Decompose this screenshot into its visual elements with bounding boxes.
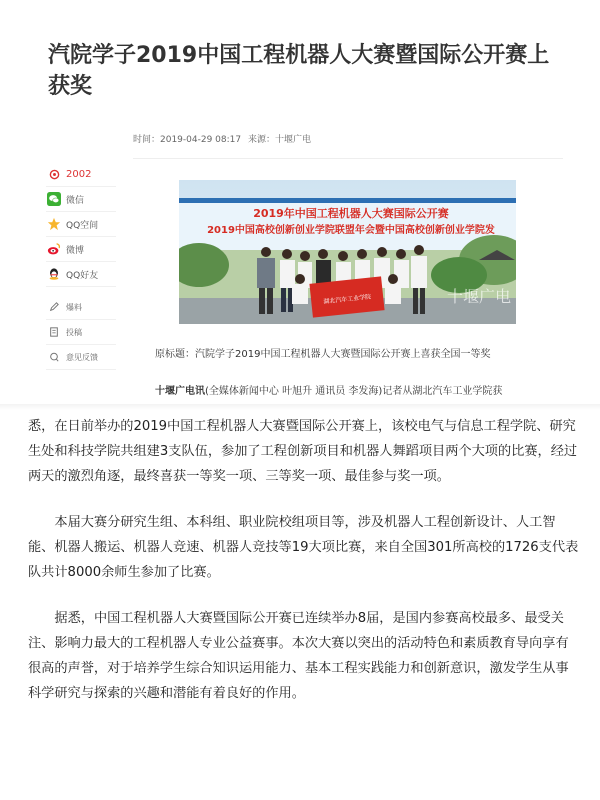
eye-icon — [46, 166, 62, 182]
page-title: 汽院学子2019中国工程机器人大赛暨国际公开赛上获奖 — [48, 43, 550, 99]
photo-watermark: 十堰广电 — [447, 287, 512, 306]
share-qq[interactable]: QQ好友 — [46, 262, 116, 287]
paragraph-3: 据悉，中国工程机器人大赛暨国际公开赛已连续举办8届，是国内参赛高校最多、最受关注、影响力最大的工程机器人专业公益赛事。本次大赛以突出的活动特色和素质教育导向享有很高的声誉，对于培养学生综合知识运用能力、基本工程实践能力和创新意识，激发学生从事科学研究与探索的兴趣和潜能有着良好的作用。 — [28, 611, 569, 701]
feedback-link[interactable]: 意见反馈 — [46, 345, 116, 370]
qzone-icon — [46, 216, 62, 232]
tip-off-link[interactable]: 爆料 — [46, 295, 116, 320]
paragraph-1: 悉，在日前举办的2019中国工程机器人大赛暨国际公开赛上，该校电气与信息工程学院、研究生处和科技学院共组建3支队伍，参加了工程创新项目和机器人舞蹈项目两个大项的比赛，经过两天的激烈角逐，最终喜获一等奖一项、三等奖一项、最佳参与奖一项。 — [28, 419, 578, 484]
article-photo — [179, 180, 516, 324]
wechat-icon — [46, 191, 62, 207]
share-qzone[interactable]: QQ空间 — [46, 212, 116, 237]
share-wechat[interactable]: 微信 — [46, 187, 116, 212]
qq-icon — [46, 266, 62, 282]
section-divider — [0, 404, 600, 410]
paragraph-2: 本届大赛分研究生组、本科组、职业院校组项目等，涉及机器人工程创新设计、人工智能、机器人搬运、机器人竞速、机器人竞技等19大项比赛，来自全国301所高校的1726支代表队共计8000余师生参加了比赛。 — [28, 515, 579, 580]
outlet-name: 十堰广电讯 — [155, 386, 205, 397]
document-icon — [46, 324, 62, 340]
share-sidebar — [46, 162, 116, 370]
view-count: 2002 — [46, 162, 116, 187]
weibo-icon — [46, 241, 62, 257]
photo-caption: 原标题：汽院学子2019中国工程机器人大赛暨国际公开赛上喜获全国一等奖 — [155, 349, 491, 360]
publish-time: 时间：2019-04-29 08:17 — [133, 135, 242, 145]
source-label: 来源：十堰广电 — [247, 135, 311, 145]
divider — [133, 158, 563, 159]
banner-line-1: 2019年中国工程机器人大赛国际公开赛 — [253, 207, 449, 220]
pencil-icon — [46, 299, 62, 315]
lead-text: (全媒体新闻中心 叶旭升 通讯员 李发海)记者从湖北汽车工业学院获 — [205, 386, 503, 397]
lead-line — [155, 382, 502, 397]
feedback-icon — [46, 349, 62, 365]
article-meta — [133, 132, 315, 145]
article-body — [28, 414, 580, 727]
share-weibo[interactable]: 微博 — [46, 237, 116, 262]
banner-line-2: 2019中国高校创新创业学院联盟年会暨中国高校创新创业学院发 — [207, 225, 495, 236]
svg-text:湖北汽车工业学院: 湖北汽车工业学院 — [323, 293, 372, 306]
submit-link[interactable]: 投稿 — [46, 320, 116, 345]
